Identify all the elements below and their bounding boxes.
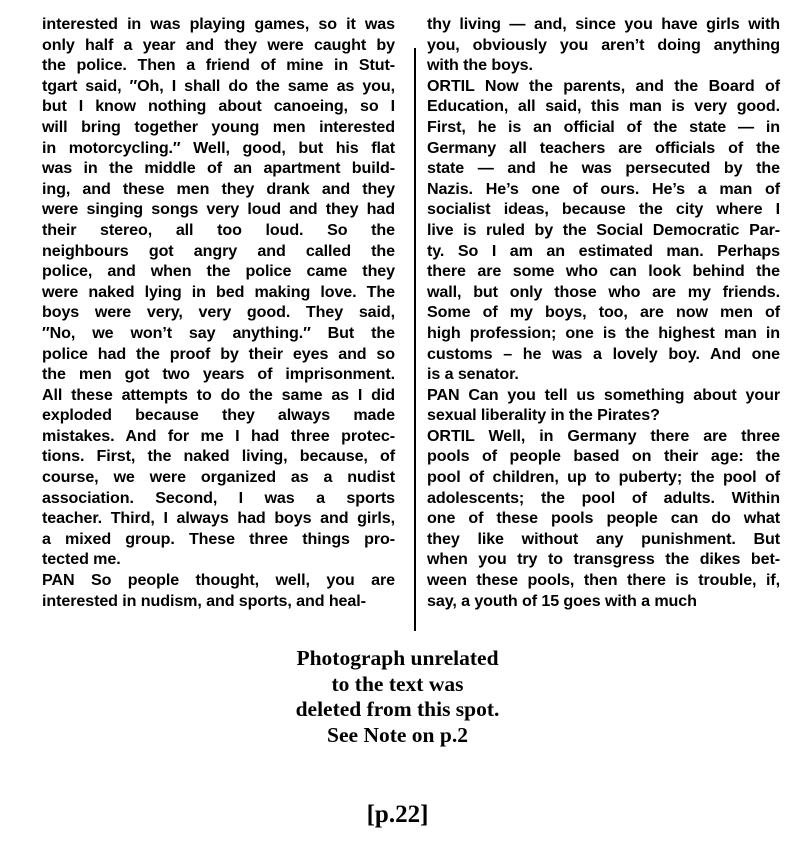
left-column-line: PAN So people thought, well, you are <box>42 571 395 590</box>
left-column-line: tected me. <box>42 550 121 569</box>
left-column-line: exploded because they always made <box>42 406 395 425</box>
right-column-line: ORTIL Well, in Germany there are three <box>427 426 780 445</box>
left-column-line: a mixed group. These three things pro- <box>42 529 395 548</box>
right-column-line: pools of people based on their age: the <box>427 447 780 466</box>
right-column-line: they like without any punishment. But <box>427 529 780 548</box>
left-column-line: tgart said, ″Oh, I shall do the same as you, <box>42 76 395 95</box>
right-column-line: when you try to transgress the dikes bet- <box>427 550 780 569</box>
right-column-line: sexual liberality in the Pirates? <box>427 406 660 425</box>
right-column-line: Some of my boys, too, are now men of <box>427 303 780 322</box>
right-column-line: thy living — and, since you have girls with <box>427 15 780 33</box>
left-column-line: were singing songs very loud and they had <box>42 200 395 219</box>
caption-line: deleted from this spot. <box>295 697 500 721</box>
right-column-line: customs – he was a lovely boy. And one <box>427 344 780 363</box>
right-column-line: Germany all teachers are officials of the <box>427 138 780 157</box>
right-column-line: Education, all said, this man is very good. <box>427 97 780 116</box>
left-column-line: boys were very, very good. They said, <box>42 303 395 322</box>
left-column-line: only half a year and they were caught by <box>42 35 395 54</box>
right-column-line: PAN Can you tell us something about your <box>427 385 780 404</box>
right-column-line: with the boys. <box>427 56 533 75</box>
left-column-line: police, and when the police came they <box>42 262 395 281</box>
left-column-line: their stereo, all too loud. So the <box>42 220 395 239</box>
left-column-line: were naked lying in bed making love. The <box>42 282 395 301</box>
caption-line: Photograph unrelated <box>296 646 499 670</box>
column-divider-rule <box>414 48 416 631</box>
right-column-line: wall, but only those who are my friends. <box>427 282 780 301</box>
left-column-line: ing, and these men they drank and they <box>42 179 395 198</box>
right-column-line: high profession; one is the highest man in <box>427 323 780 342</box>
right-column-line: socialist ideas, because the city where I <box>427 200 780 219</box>
left-column-line: mistakes. And for me I had three protec- <box>42 426 395 445</box>
right-column-line: live is ruled by the Social Democratic Par- <box>427 220 780 239</box>
left-column-line: course, we were organized as a nudist <box>42 468 395 487</box>
right-column-line: ORTIL Now the parents, and the Board of <box>427 76 780 95</box>
right-column-line: state — and he was persecuted by the <box>427 159 780 178</box>
right-column-line: Nazis. He’s one of ours. He’s a man of <box>427 179 780 198</box>
left-column-line: the police. Then a friend of mine in Stut- <box>42 56 395 75</box>
right-column-line: ween these pools, then there is trouble, if, <box>427 571 780 590</box>
left-column-line: association. Second, I was a sports <box>42 488 395 507</box>
left-column-line: ″No, we won’t say anything.″ But the <box>42 323 395 342</box>
right-column-line: one of these pools people can do what <box>427 509 780 528</box>
left-column-line: but I know nothing about canoeing, so I <box>42 97 395 116</box>
left-column-line: police had the proof by their eyes and so <box>42 344 395 363</box>
right-column-line: pool of children, up to puberty; the pool of <box>427 468 780 487</box>
caption-line: See Note on p.2 <box>327 722 468 747</box>
right-column-line: you, obviously you aren’t doing anything <box>427 35 780 54</box>
right-column-line: there are some who can look behind the <box>427 262 780 281</box>
right-column-line: adolescents; the pool of adults. Within <box>427 488 780 507</box>
left-column-line: tions. First, the naked living, because, of <box>42 447 395 466</box>
right-column-line: ty. So I am an estimated man. Perhaps <box>427 241 780 260</box>
left-column-line: All these attempts to do the same as I did <box>42 385 395 404</box>
right-column-line: is a senator. <box>427 365 519 384</box>
left-column-line: in motorcycling.″ Well, good, but his flat <box>42 138 395 157</box>
right-text-column <box>427 14 780 611</box>
left-column-line: was in the middle of an apartment build- <box>42 159 395 178</box>
left-column-line: will bring together young men interested <box>42 117 395 136</box>
photo-removed-caption <box>0 646 795 748</box>
left-column-line: teacher. Third, I always had boys and girls, <box>42 509 395 528</box>
right-column-line: First, he is an official of the state — in <box>427 117 780 136</box>
left-column-line: the men got two years of imprisonment. <box>42 365 395 384</box>
left-column-line: neighbours got angry and called the <box>42 241 395 260</box>
right-column-line: say, a youth of 15 goes with a much <box>427 591 697 610</box>
caption-line: to the text was <box>331 671 464 696</box>
left-text-column <box>42 14 395 611</box>
page-number: [p.22] <box>366 801 429 828</box>
left-column-line: interested in was playing games, so it was <box>42 15 395 33</box>
left-column-line: interested in nudism, and sports, and heal- <box>42 591 366 610</box>
two-column-body <box>0 14 795 626</box>
